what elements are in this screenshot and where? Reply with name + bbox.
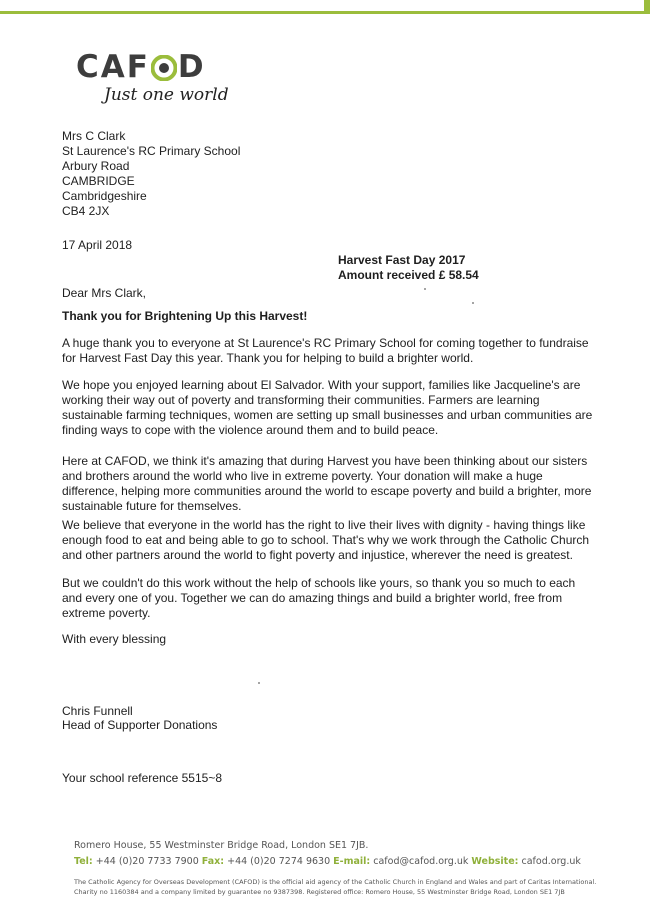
logo-word-start: CAF bbox=[76, 49, 150, 85]
address-line: St Laurence's RC Primary School bbox=[62, 144, 241, 158]
paragraph-line: difference, helping more communities around the world to escape poverty and build a brighter, more bbox=[62, 484, 592, 498]
tel-number: +44 (0)20 7733 7900 bbox=[95, 856, 199, 867]
fax-label: Fax: bbox=[201, 856, 225, 867]
footer-legal bbox=[74, 877, 596, 897]
logo-wordmark bbox=[76, 49, 229, 85]
paragraph-line: and every one of you. Together we can do amazing things and build a brighter world, free from bbox=[62, 591, 563, 605]
scan-speck bbox=[258, 682, 260, 684]
email-link[interactable]: cafod@cafod.org.uk bbox=[373, 856, 469, 867]
legal-line: Charity no 1160384 and a company limited by guarantee no 9387398. Registered office: Romero House, 55 Westminster Bridge Road, London SE1 7JB bbox=[74, 888, 565, 896]
paragraph-line: A huge thank you to everyone at St Laurence's RC Primary School for coming together to fundraise bbox=[62, 336, 589, 350]
signatory-name: Chris Funnell bbox=[62, 704, 133, 718]
salutation: Dear Mrs Clark, bbox=[62, 286, 147, 300]
paragraph-line: and brothers around the world who live in extreme poverty. Your donation will make a huge bbox=[62, 469, 543, 483]
logo-tagline: Just one world bbox=[104, 85, 229, 105]
fax-number: +44 (0)20 7274 9630 bbox=[227, 856, 331, 867]
website-label: Website: bbox=[471, 856, 519, 867]
logo-word-end: D bbox=[177, 49, 206, 85]
body-paragraph bbox=[62, 454, 632, 514]
website-link[interactable]: cafod.org.uk bbox=[521, 856, 581, 867]
address-line: CAMBRIDGE bbox=[62, 174, 135, 188]
footer-address: Romero House, 55 Westminster Bridge Road, London SE1 7JB. bbox=[74, 840, 369, 851]
address-line: Mrs C Clark bbox=[62, 129, 126, 143]
paragraph-line: for Harvest Fast Day this year. Thank you for helping to build a brighter world. bbox=[62, 351, 474, 365]
letter-headline: Thank you for Brightening Up this Harvest! bbox=[62, 309, 308, 323]
fund-title: Harvest Fast Day 2017 bbox=[338, 253, 466, 267]
letter-date: 17 April 2018 bbox=[62, 238, 133, 252]
body-paragraph bbox=[62, 518, 632, 563]
paragraph-line: sustainable farming techniques, women are setting up small businesses and urban communities are bbox=[62, 408, 593, 422]
paragraph-line: working their way out of poverty and transforming their communities. Farmers are learning bbox=[62, 393, 540, 407]
footer-contacts bbox=[74, 856, 581, 867]
email-label: E-mail: bbox=[333, 856, 371, 867]
address-line: CB4 2JX bbox=[62, 204, 110, 218]
paragraph-line: But we couldn't do this work without the help of schools like yours, so thank you so much to each bbox=[62, 576, 576, 590]
cafod-logo bbox=[76, 49, 229, 105]
paragraph-line: Here at CAFOD, we think it's amazing that during Harvest you have been thinking about our sisters bbox=[62, 454, 588, 468]
paragraph-line: We hope you enjoyed learning about El Salvador. With your support, families like Jacqueline's are bbox=[62, 378, 581, 392]
donation-summary bbox=[338, 253, 479, 283]
paragraph-line: and other partners around the world to fight poverty and injustice, wherever the need is greatest. bbox=[62, 548, 573, 562]
logo-ring-icon bbox=[151, 55, 177, 81]
legal-line: The Catholic Agency for Overseas Development (CAFOD) is the official aid agency of the Catholic Church in England and Wales and part of Caritas International. bbox=[74, 878, 597, 886]
recipient-address bbox=[62, 129, 240, 219]
paragraph-line: sustainable future for themselves. bbox=[62, 499, 242, 513]
address-line: Cambridgeshire bbox=[62, 189, 147, 203]
paragraph-line: enough food to eat and being able to go to school. That's why we work through the Catholic Church bbox=[62, 533, 590, 547]
paragraph-line: finding ways to cope with the violence around them and to build peace. bbox=[62, 423, 439, 437]
scan-speck bbox=[424, 288, 426, 290]
signatory-title: Head of Supporter Donations bbox=[62, 718, 218, 732]
tel-label: Tel: bbox=[74, 856, 93, 867]
paragraph-line: We believe that everyone in the world has the right to live their lives with dignity - having things like bbox=[62, 518, 586, 532]
fund-amount: Amount received £ 58.54 bbox=[338, 268, 479, 282]
school-reference: Your school reference 5515~8 bbox=[62, 771, 223, 785]
closing-line: With every blessing bbox=[62, 632, 167, 646]
address-line: Arbury Road bbox=[62, 159, 130, 173]
body-paragraph bbox=[62, 336, 632, 366]
body-paragraph bbox=[62, 378, 632, 438]
body-paragraph bbox=[62, 576, 632, 621]
scan-speck bbox=[472, 302, 474, 304]
paragraph-line: extreme poverty. bbox=[62, 606, 151, 620]
